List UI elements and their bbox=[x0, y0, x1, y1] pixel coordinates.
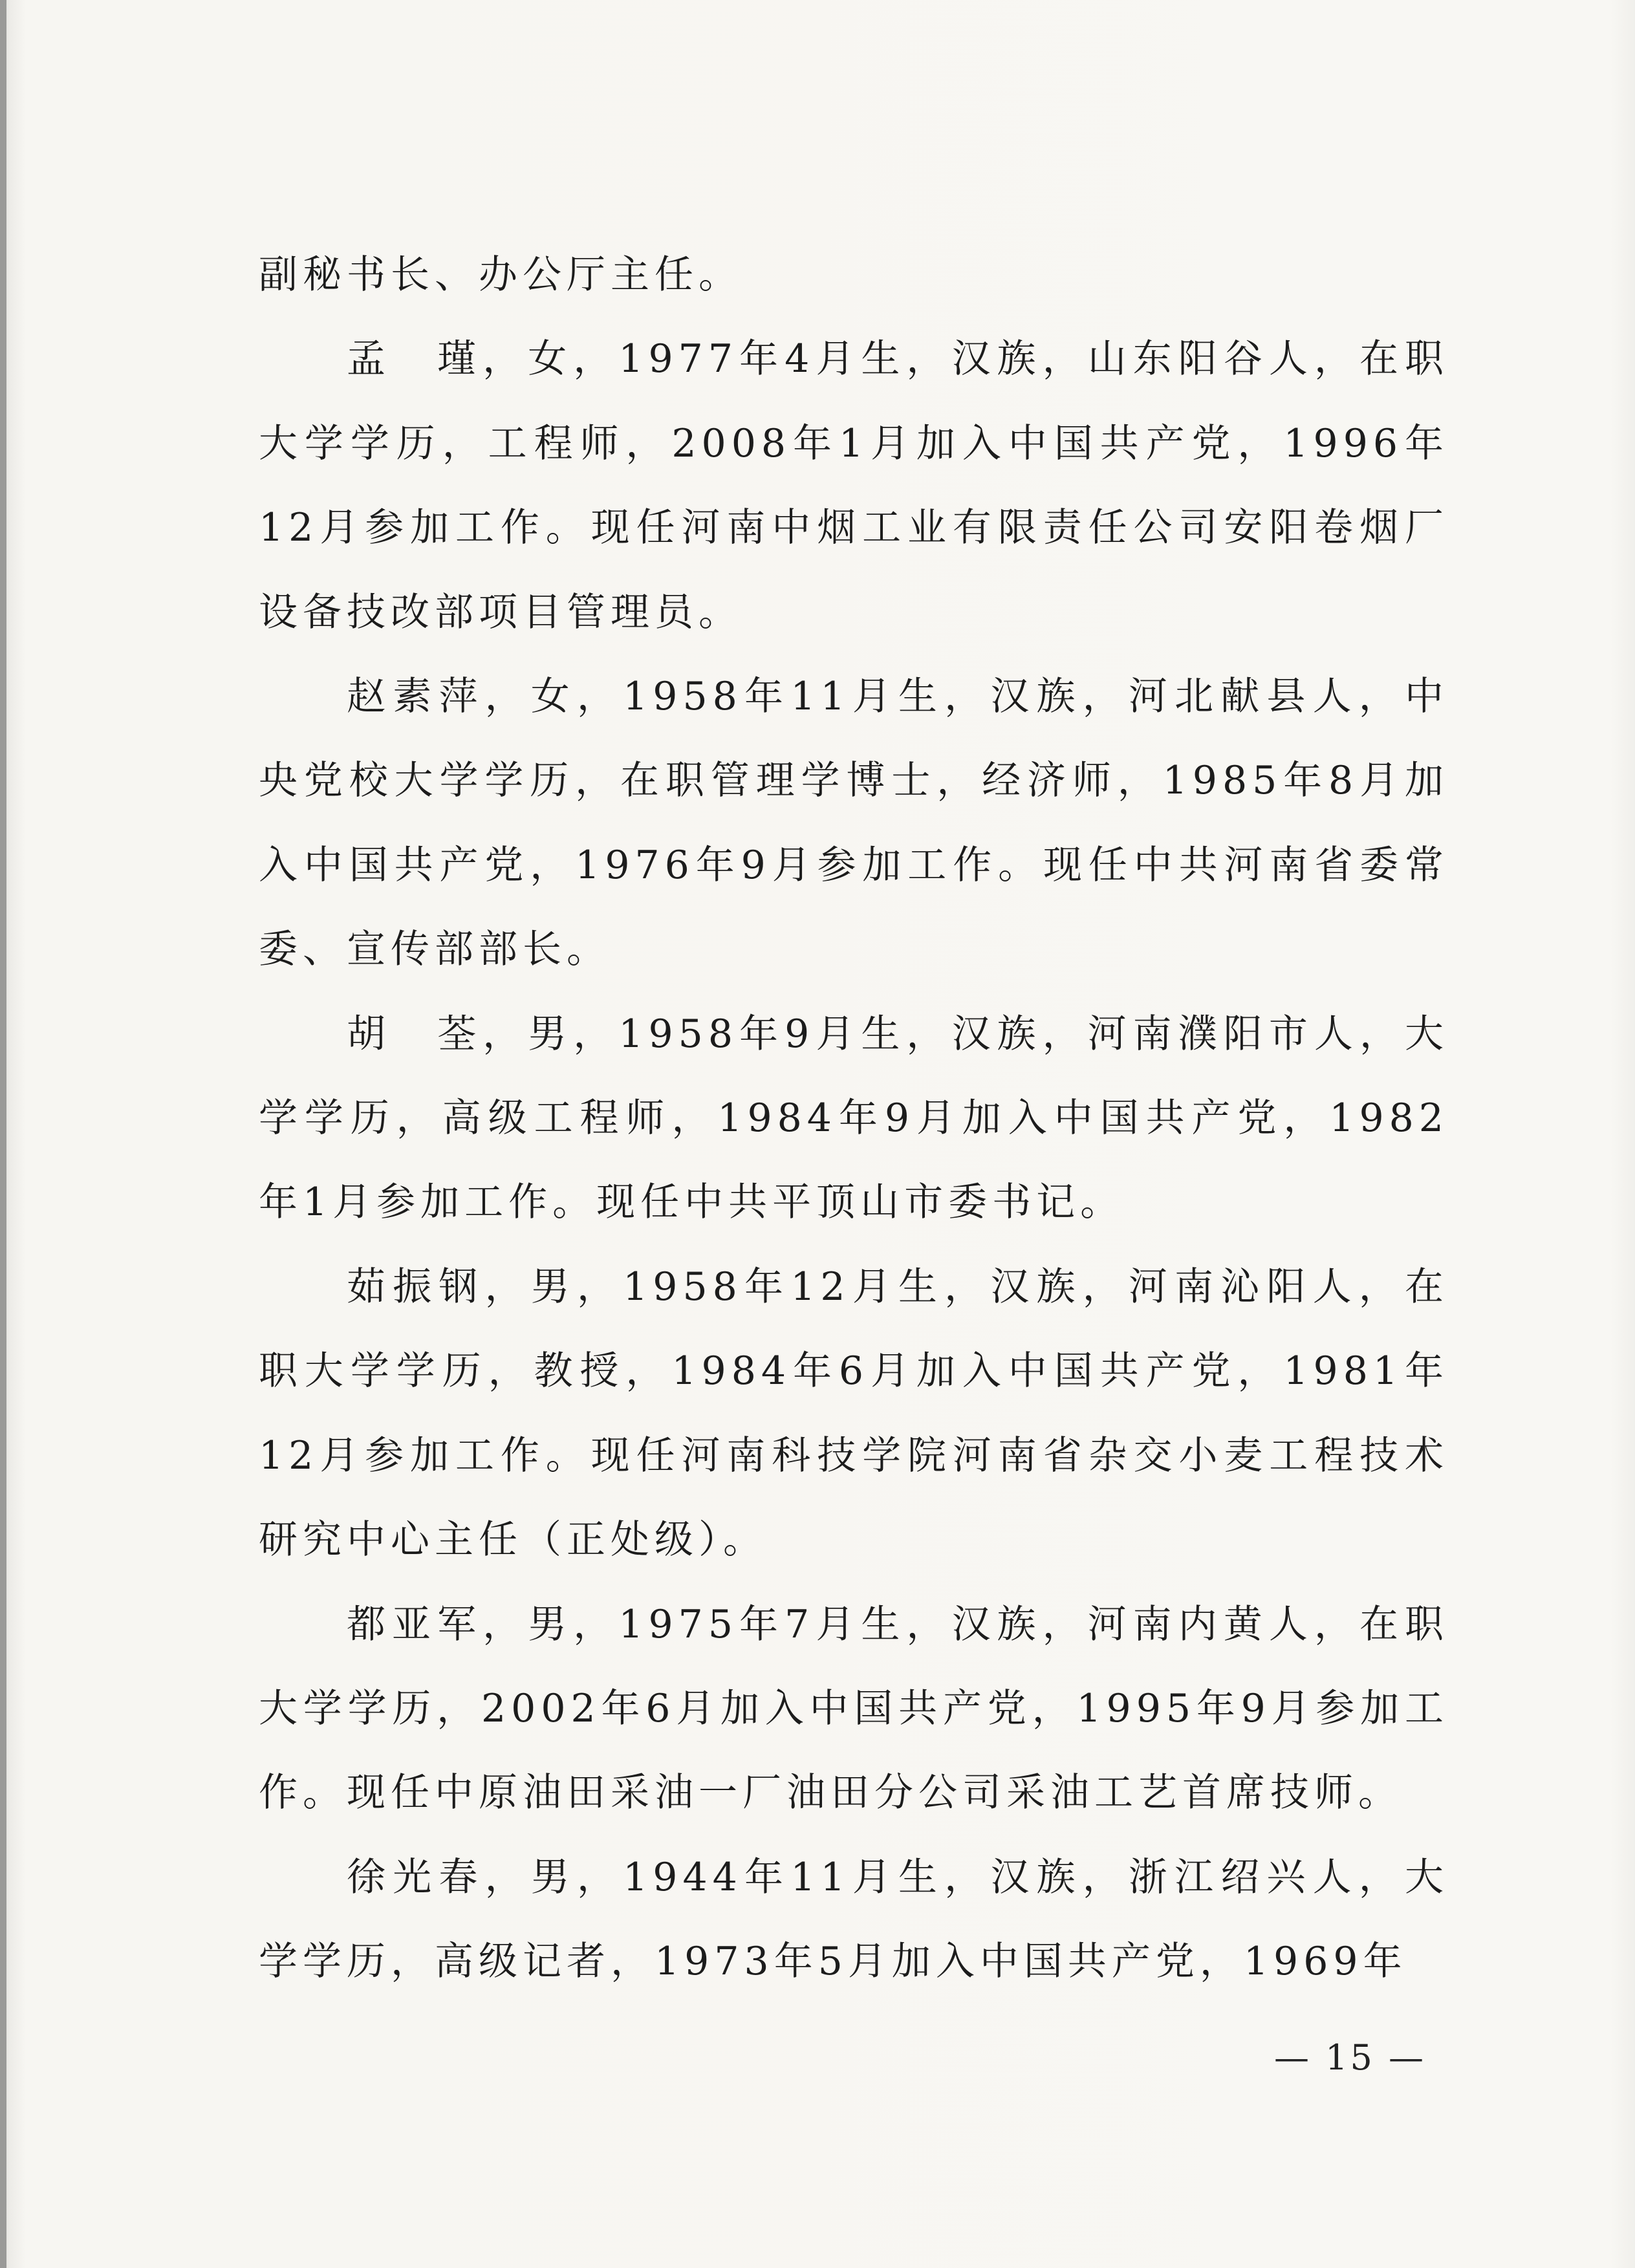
document-body bbox=[259, 233, 1449, 2004]
bio-paragraph: 茹振钢，男，1958年12月生，汉族，河南沁阳人，在职大学学历，教授，1984年6月加入中国共产党，1981年12月参加工作。现任河南科技学院河南省杂交小麦工程技术研究中心主任（正处级）。 bbox=[259, 1264, 1449, 1563]
bio-paragraph: 胡 荃，男，1958年9月生，汉族，河南濮阳市人，大学学历，高级工程师，1984年9月加入中国共产党，1982年1月参加工作。现任中共平顶山市委书记。 bbox=[259, 1011, 1449, 1226]
binding-edge bbox=[0, 0, 6, 2268]
bio-paragraph: 都亚军，男，1975年7月生，汉族，河南内黄人，在职大学学历，2002年6月加入中国共产党，1995年9月参加工作。现任中原油田采油一厂油田分公司采油工艺首席技师。 bbox=[259, 1601, 1449, 1816]
bio-paragraph: 孟 瑾，女，1977年4月生，汉族，山东阳谷人，在职大学学历，工程师，2008年1月加入中国共产党，1996年12月参加工作。现任河南中烟工业有限责任公司安阳卷烟厂设备技改部项目管理员。 bbox=[259, 336, 1449, 635]
bio-paragraph: 赵素萍，女，1958年11月生，汉族，河北献县人，中央党校大学学历，在职管理学博士，经济师，1985年8月加入中国共产党，1976年9月参加工作。现任中共河南省委常委、宣传部部长。 bbox=[259, 674, 1449, 973]
page-number: — 15 — bbox=[1274, 2037, 1427, 2078]
continuation-paragraph: 副秘书长、办公厅主任。 bbox=[259, 252, 742, 297]
bio-paragraph: 徐光春，男，1944年11月生，汉族，浙江绍兴人，大学学历，高级记者，1973年5月加入中国共产党，1969年 bbox=[259, 1854, 1449, 1985]
